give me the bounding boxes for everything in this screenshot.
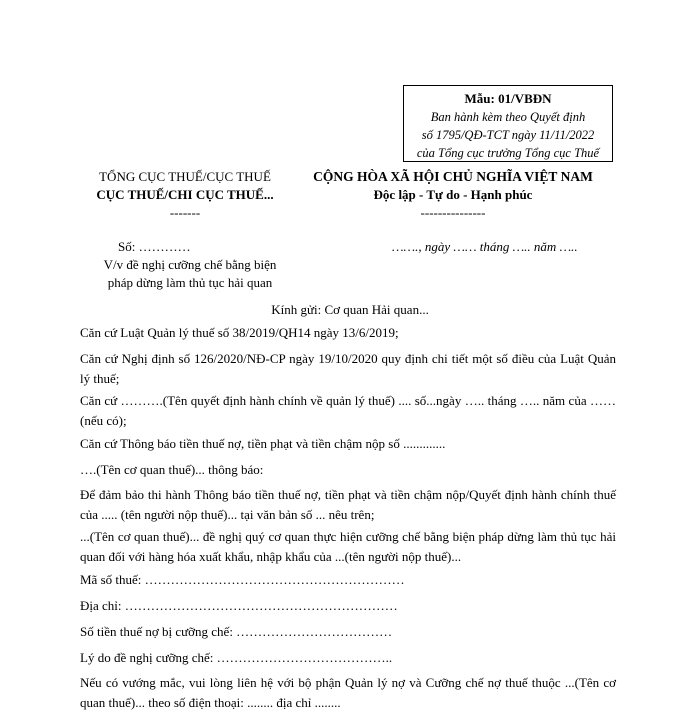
form-issued-by-line2: số 1795/QĐ-TCT ngày 11/11/2022 xyxy=(421,128,595,142)
field-tax-code: Mã số thuế: …………………………………………………… xyxy=(80,572,405,587)
nation-motto: Độc lập - Tự do - Hạnh phúc xyxy=(373,187,533,202)
agency-line1: TỔNG CỤC THUẾ/CỤC THUẾ xyxy=(99,169,271,184)
agency-header xyxy=(80,168,290,222)
field-address: Địa chỉ: ……………………………………………………… xyxy=(80,598,398,613)
field-debt-amount: Số tiền thuế nợ bị cưỡng chế: ……………………………… xyxy=(80,624,393,639)
paragraph-request: ...(Tên cơ quan thuế)... đề nghị quý cơ quan thực hiện cưỡng chế bằng biện pháp dừng làm thủ tục hải quan đối với hàng hóa xuất khẩu, nhập khẩu của ...(tên người nộp thuế)... xyxy=(80,529,616,564)
greeting: Kính gửi: Cơ quan Hải quan... xyxy=(271,302,429,317)
form-code: Mẫu: 01/VBĐN xyxy=(464,91,552,106)
field-reason: Lý do đề nghị cưỡng chế: ………………………………….. xyxy=(80,650,393,665)
paragraph-legal-basis-4: Căn cứ Thông báo tiền thuế nợ, tiền phạt và tiền chậm nộp số ............. xyxy=(80,436,446,451)
document-number: Số: ………… xyxy=(118,239,191,254)
form-issued-by-line1: Ban hành kèm theo Quyết định xyxy=(430,110,586,124)
form-code-box xyxy=(403,85,613,162)
agency-separator: ------- xyxy=(169,205,201,220)
paragraph-contact: Nếu có vướng mắc, vui lòng liên hệ với bộ phận Quản lý nợ và Cưỡng chế nợ thuế thuộc ...(Tên cơ quan thuế)... theo số điện thoại: ........ địa chỉ ........ xyxy=(80,675,616,710)
nation-title: CỘNG HÒA XÃ HỘI CHỦ NGHĨA VIỆT NAM xyxy=(313,169,593,184)
national-header xyxy=(303,168,603,222)
document-date: ……., ngày …… tháng ….. năm ….. xyxy=(392,239,578,254)
agency-line2: CỤC THUẾ/CHI CỤC THUẾ... xyxy=(96,187,274,202)
paragraph-legal-basis-2: Căn cứ Nghị định số 126/2020/NĐ-CP ngày 19/10/2020 quy định chi tiết một số điều của Luật Quản lý thuế; xyxy=(80,351,616,386)
paragraph-legal-basis-1: Căn cứ Luật Quản lý thuế số 38/2019/QH14 ngày 13/6/2019; xyxy=(80,325,399,340)
form-issued-by-line3: của Tổng cục trưởng Tổng cục Thuế xyxy=(416,146,600,160)
paragraph-notice: ….(Tên cơ quan thuế)... thông báo: xyxy=(80,462,264,477)
nation-separator: --------------- xyxy=(420,205,486,220)
paragraph-purpose: Để đảm bảo thi hành Thông báo tiền thuế nợ, tiền phạt và tiền chậm nộp/Quyết định hành chính thuế của ..... (tên người nộp thuế)... tại văn bản số ... nêu trên; xyxy=(80,487,616,522)
document-subject xyxy=(75,256,305,292)
subject-line2: pháp dừng làm thủ tục hải quan xyxy=(107,275,273,290)
paragraph-legal-basis-3: Căn cứ ……….(Tên quyết định hành chính về quản lý thuế) .... số...ngày ….. tháng ….. năm của …… (nếu có); xyxy=(80,393,616,428)
subject-line1: V/v đề nghị cưỡng chế bằng biện xyxy=(103,257,277,272)
